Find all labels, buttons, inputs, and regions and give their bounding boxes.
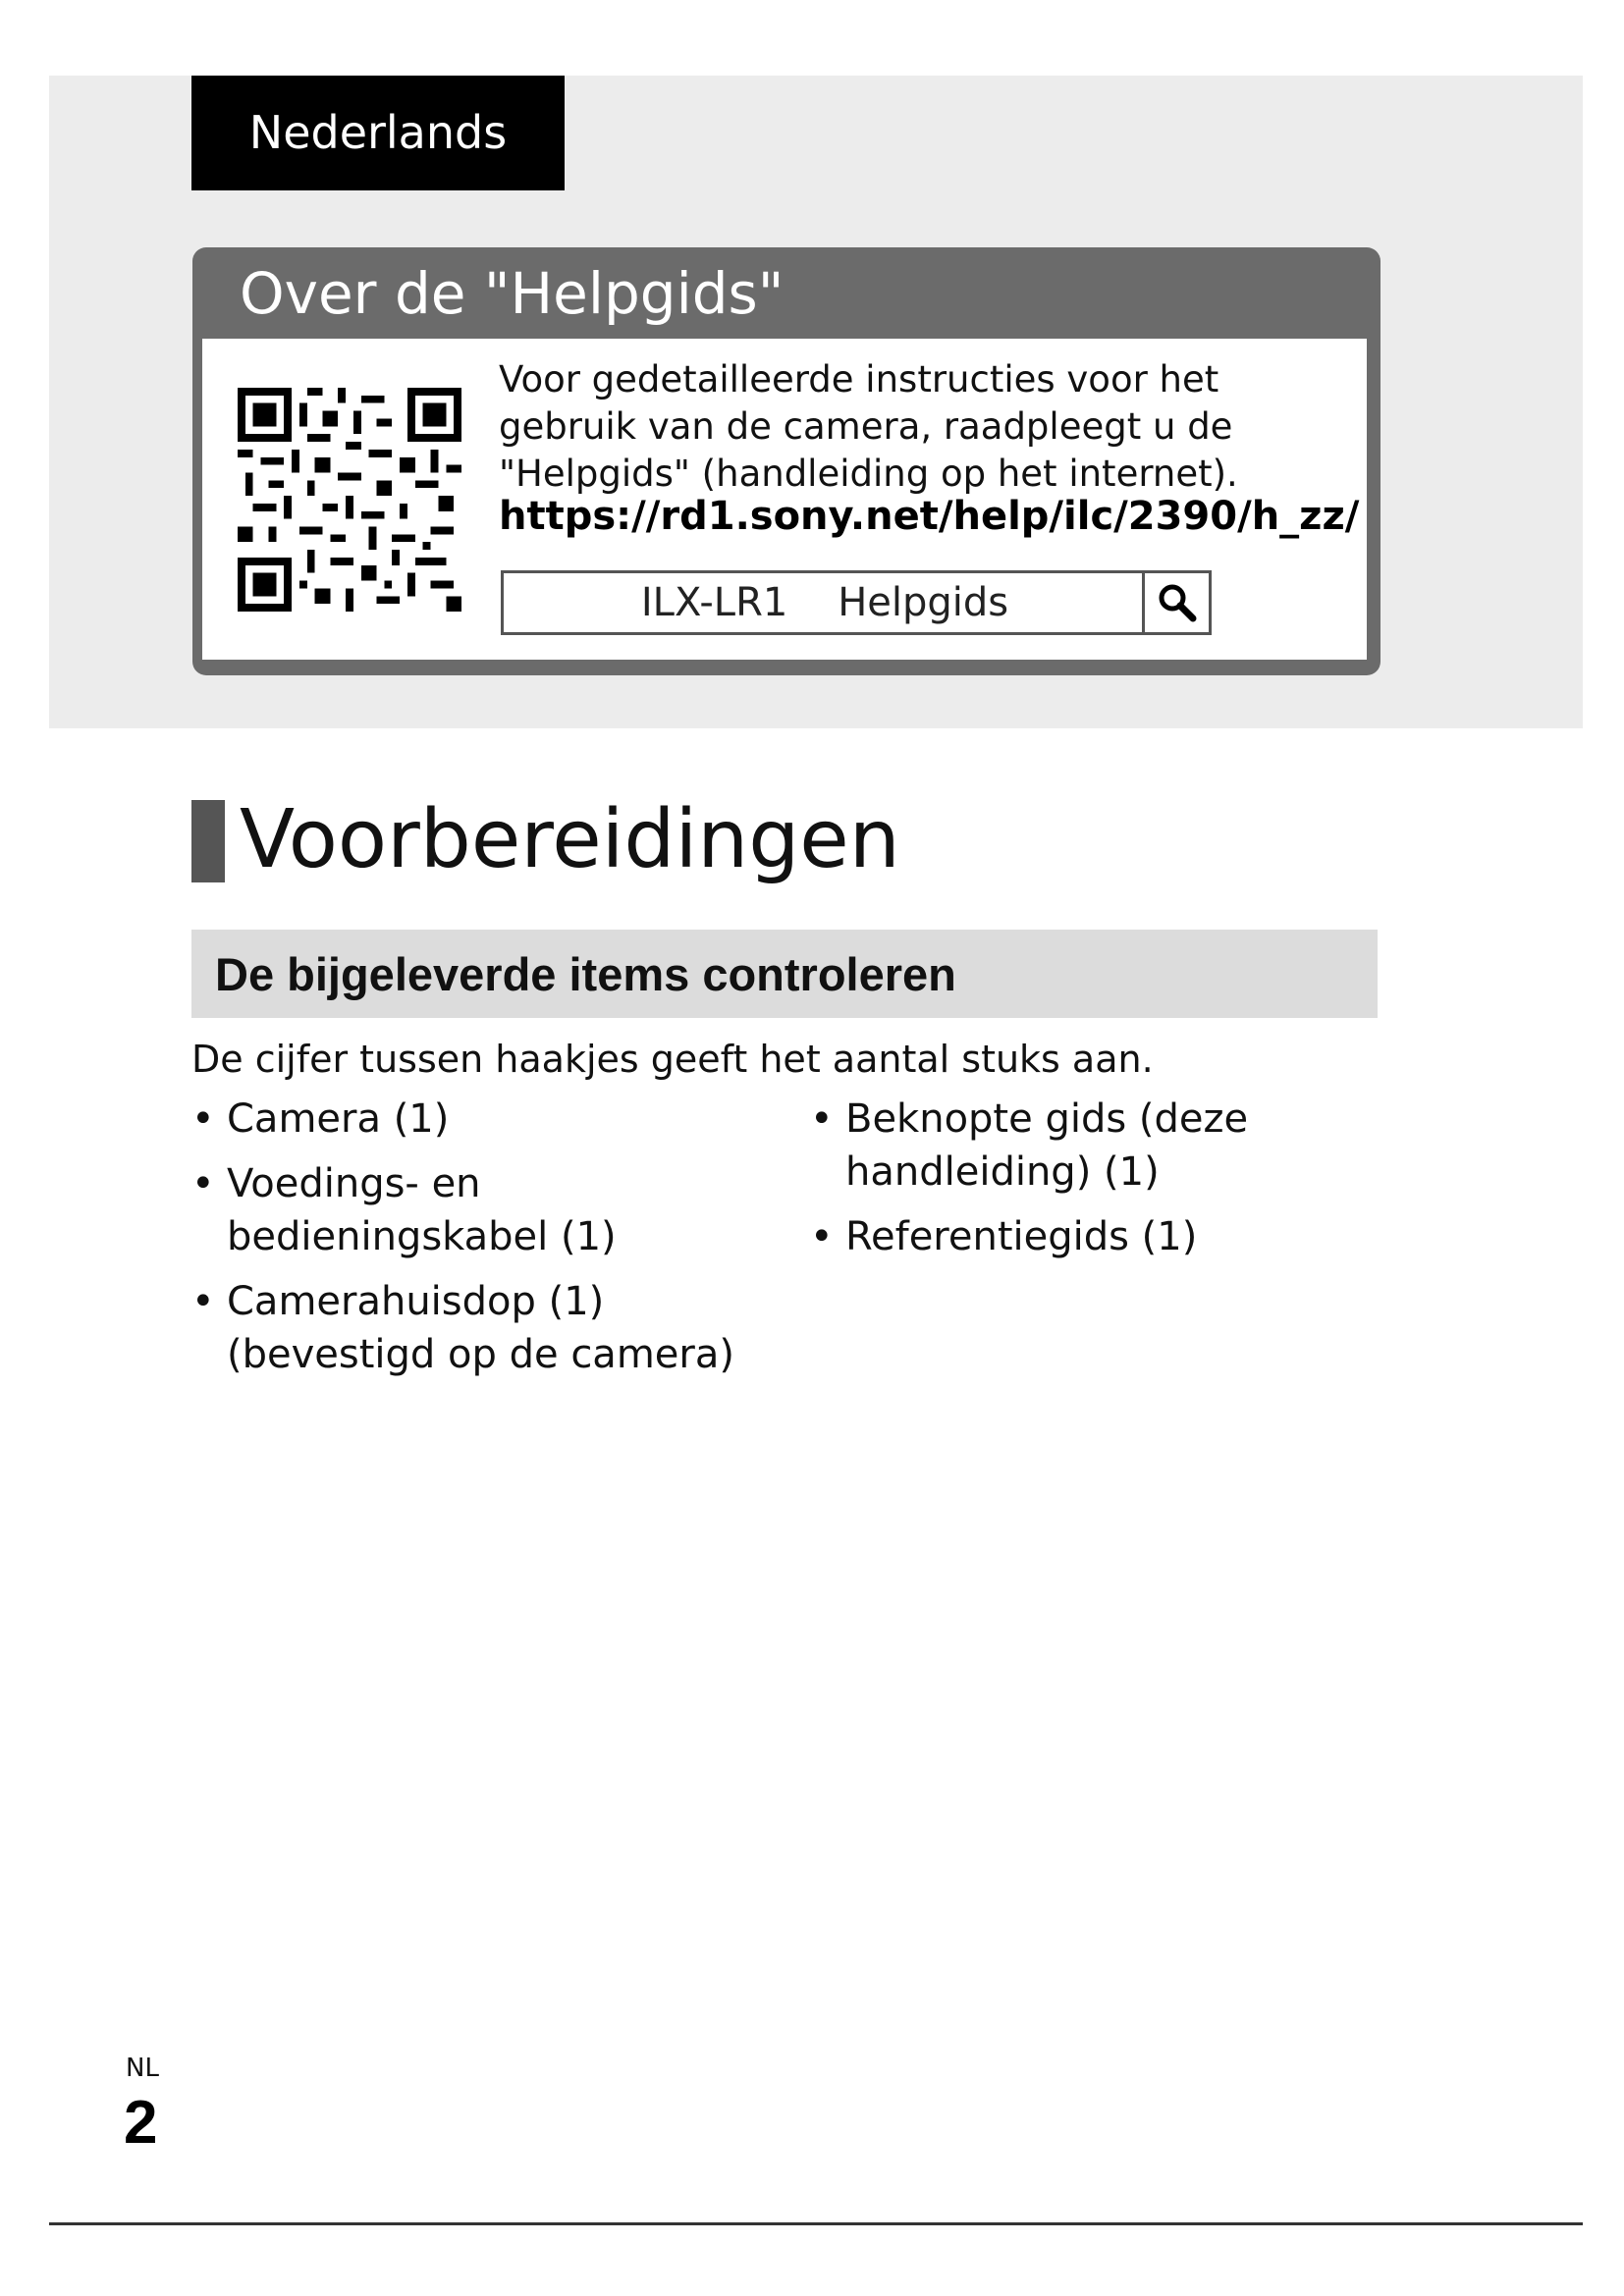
list-item: • Camera (1) [191, 1093, 800, 1146]
qr-code-icon[interactable] [238, 388, 461, 612]
list-item: • Beknopte gids (deze handleiding) (1) [810, 1093, 1399, 1199]
help-search-box[interactable] [501, 570, 1212, 635]
supplied-items-intro: De cijfer tussen haakjes geeft het aantal stuks aan. [191, 1038, 1154, 1081]
help-guide-content [202, 339, 1367, 660]
list-item: • Referentiegids (1) [810, 1210, 1399, 1263]
supplied-items-list-right [810, 1093, 1399, 1275]
page-number: 2 [124, 2089, 158, 2157]
language-code: NL [126, 2054, 159, 2083]
help-guide-box [192, 247, 1380, 675]
bottom-divider [49, 2222, 1583, 2225]
help-search-input[interactable]: ILX-LR1 Helpgids [640, 580, 1009, 625]
search-icon [1156, 581, 1199, 624]
language-tab: Nederlands [191, 76, 565, 190]
list-item: • Voedings- en bedieningskabel (1) [191, 1157, 800, 1263]
help-search-button[interactable] [1142, 573, 1209, 632]
subsection-title: De bijgeleverde items controleren [215, 948, 956, 1000]
help-guide-url-link[interactable]: https://rd1.sony.net/help/ilc/2390/h_zz/ [499, 494, 1360, 539]
subsection-header [191, 930, 1378, 1018]
section-title: Voorbereidingen [240, 793, 900, 886]
section-marker [191, 800, 225, 882]
supplied-items-list-left [191, 1093, 800, 1393]
list-item: • Camerahuisdop (1) (bevestigd op de camera) [191, 1275, 800, 1381]
help-guide-description: Voor gedetailleerde instructies voor het gebruik van de camera, raadpleegt u de "Helpgids" (handleiding op het internet). [499, 358, 1238, 495]
help-guide-title: Over de "Helpgids" [240, 260, 785, 327]
